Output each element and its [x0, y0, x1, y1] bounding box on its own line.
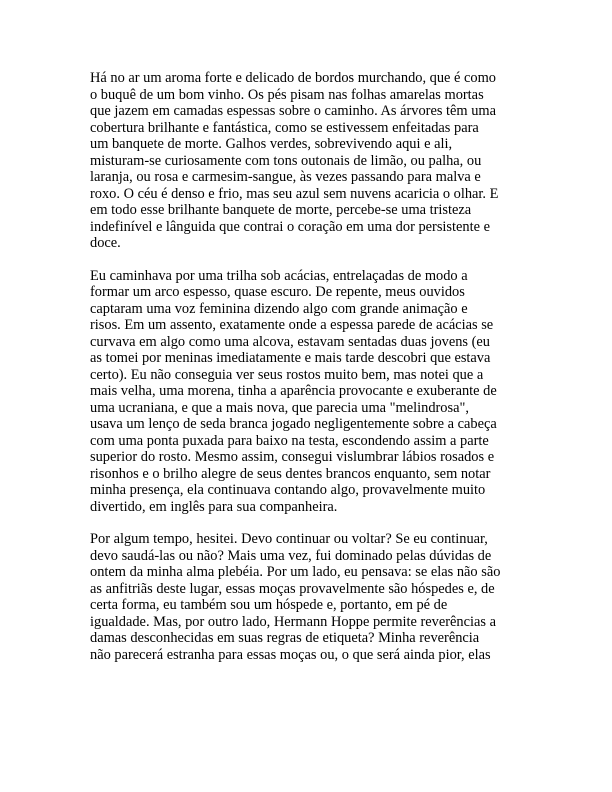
text-line: igualdade. Mas, por outro lado, Hermann Hoppe permite reverências a — [90, 613, 496, 630]
text-line: com uma ponta puxada para baixo na testa, escondendo assim a parte — [90, 432, 489, 449]
text-line: curvava em algo como uma alcova, estavam sentadas duas jovens (eu — [90, 333, 490, 350]
text-line: doce. — [90, 235, 121, 251]
text-line: laranja, ou rosa e carmesim-sangue, às vezes passando para malva e — [90, 169, 481, 185]
text-line: as anfitriãs deste lugar, essas moças provavelmente são hóspedes e, de — [90, 580, 495, 597]
text-line: superior do rosto. Mesmo assim, consegui vislumbrar lábios rosados e — [90, 449, 495, 465]
text-line: as tomei por meninas imediatamente e mais tarde descobri que estava — [90, 350, 491, 366]
document-page — [90, 70, 522, 679]
text-line: certa forma, eu também sou um hóspede e, portanto, em pé de — [90, 597, 448, 613]
text-line: uma ucraniana, e que a mais nova, que parecia uma "melindrosa", — [90, 399, 469, 416]
text-line: ontem da minha alma plebéia. Por um lado, eu pensava: se elas não são — [90, 564, 501, 580]
text-line: damas desconhecidas em suas regras de etiqueta? Minha reverência — [90, 630, 480, 646]
text-line: misturam-se curiosamente com tons outonais de limão, ou palha, ou — [90, 152, 482, 169]
text-line: roxo. O céu é denso e frio, mas seu azul sem nuvens acaricia o olhar. E — [90, 185, 499, 202]
text-line: em todo esse brilhante banquete de morte, percebe-se uma tristeza — [90, 202, 472, 218]
text-line: Há no ar um aroma forte e delicado de bordos murchando, que é como — [90, 70, 496, 86]
text-line: captaram uma voz feminina dizendo algo com grande animação e — [90, 300, 468, 317]
text-line: devo saudá-las ou não? Mais uma vez, fui dominado pelas dúvidas de — [90, 547, 492, 564]
text-line: risos. Em um assento, exatamente onde a espessa parede de acácias se — [90, 317, 494, 333]
text-line: certo). Eu não conseguia ver seus rostos muito bem, mas notei que a — [90, 366, 484, 383]
text-line: um banquete de morte. Galhos verdes, sobrevivendo aqui e ali, — [90, 136, 453, 152]
text-line: risonhos e o brilho alegre de seus dentes brancos enquanto, sem notar — [90, 465, 491, 482]
text-line: indefinível e lânguida que contrai o coração em uma dor persistente e — [90, 218, 490, 235]
text-line: o buquê de um bom vinho. Os pés pisam nas folhas amarelas mortas — [90, 86, 484, 103]
text-line: mais velha, uma morena, tinha a aparência provocante e exuberante de — [90, 383, 497, 399]
text-line: cobertura brilhante e fantástica, como se estivessem enfeitadas para — [90, 119, 479, 136]
text-line: usava um lenço de seda branca jogado negligentemente sobre a cabeça — [90, 416, 497, 432]
paragraph-1 — [90, 70, 522, 252]
text-line: formar um arco espesso, quase escuro. De repente, meus ouvidos — [90, 284, 465, 300]
paragraph-2 — [90, 268, 522, 516]
text-line: divertido, em inglês para sua companheira. — [90, 498, 338, 515]
text-line: minha presença, ela continuava contando algo, provavelmente muito — [90, 482, 486, 498]
text-line: que jazem em camadas espessas sobre o caminho. As árvores têm uma — [90, 103, 497, 119]
text-line: Eu caminhava por uma trilha sob acácias, entrelaçadas de modo a — [90, 267, 468, 284]
paragraph-3 — [90, 531, 522, 663]
text-line: Por algum tempo, hesitei. Devo continuar ou voltar? Se eu continuar, — [90, 531, 488, 547]
text-line: não parecerá estranha para essas moças ou, o que será ainda pior, elas — [90, 646, 491, 663]
